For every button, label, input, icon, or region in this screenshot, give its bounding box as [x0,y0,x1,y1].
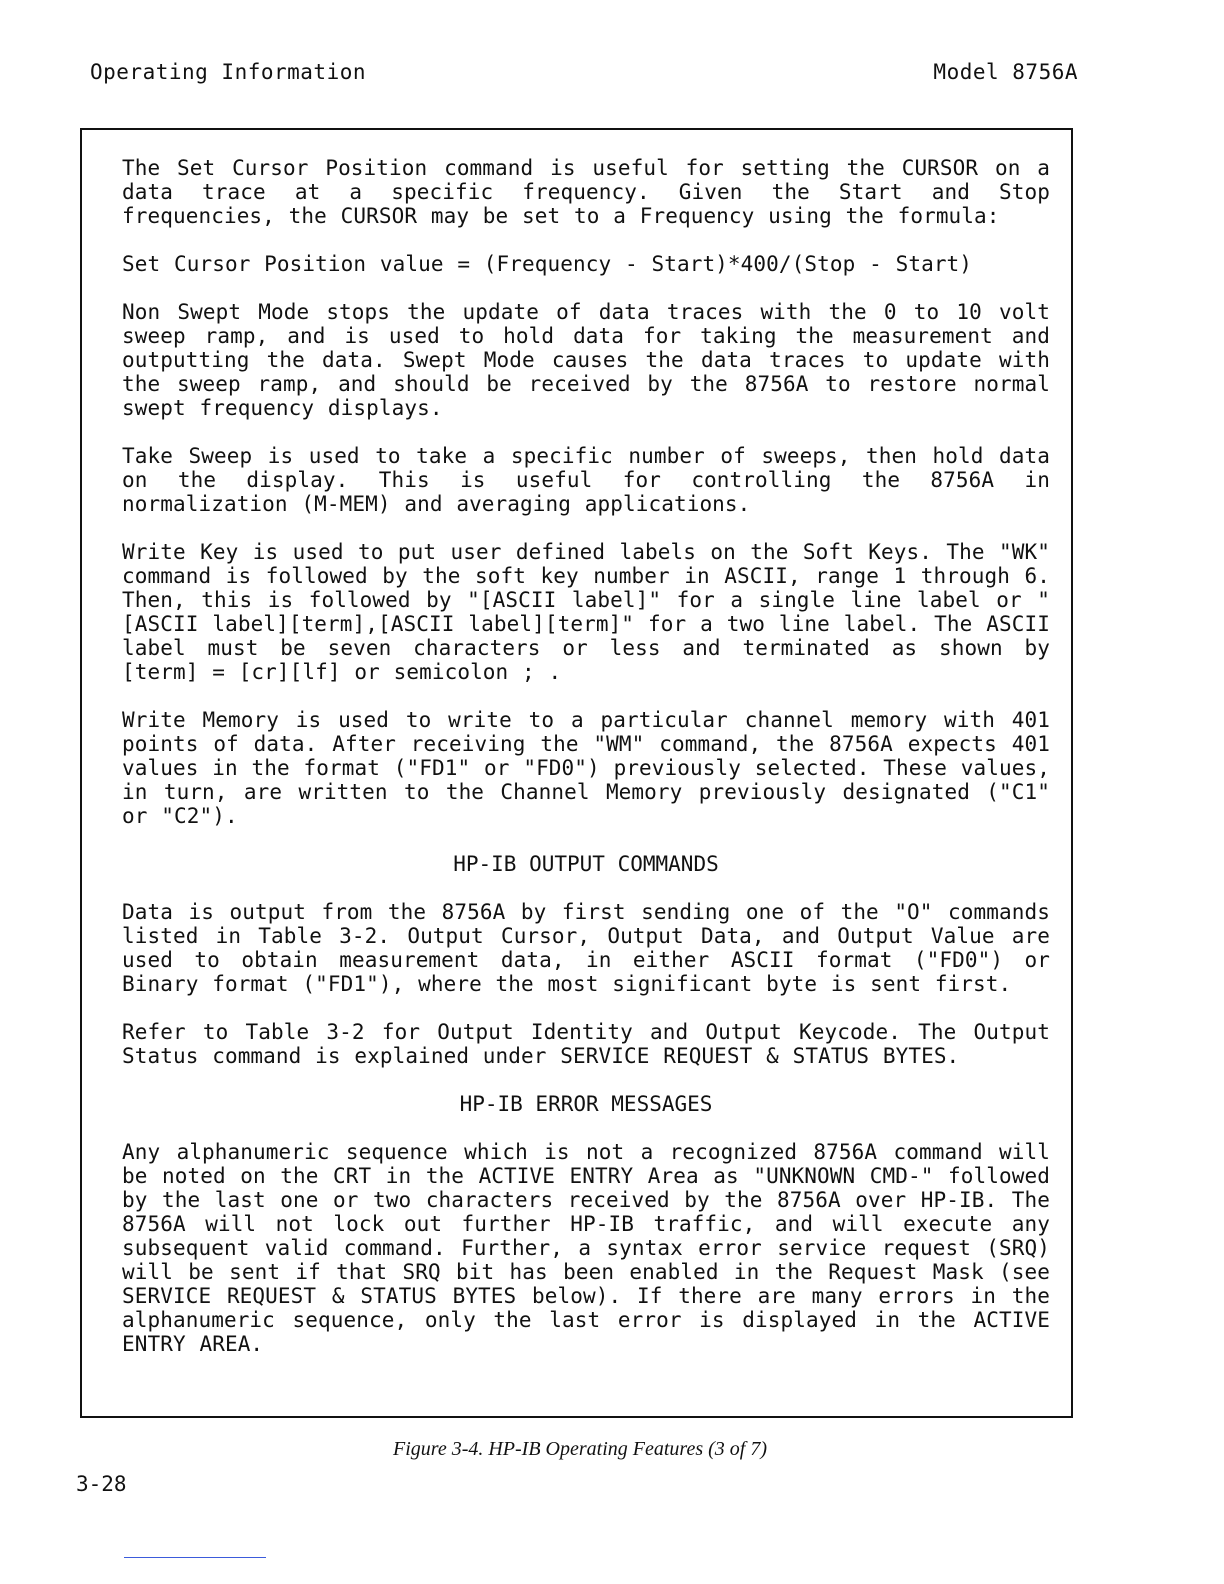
footer-rule [124,1557,266,1558]
formula-set-cursor: Set Cursor Position value = (Frequency - Start)*400/(Stop - Start) [122,252,973,276]
paragraph-error-messages: Any alphanumeric sequence which is not a recognized 8756A command will be noted on the CRT in the ACTIVE ENTRY Area as "UNKNOWN CMD-" followed by the last one or two characters received by the 8756A over HP-IB. The 8756A will not lock out further HP-IB traffic, and will execute any subsequent valid command. Further, a syntax error service request (SRQ) will be sent if that SRQ bit has been enabled in the Request Mask (see SERVICE REQUEST & STATUS BYTES below). If there are many errors in the alphanumeric sequence, only the last error is displayed in the ACTIVE ENTRY AREA. [122,1140,1050,1356]
paragraph-write-memory: Write Memory is used to write to a particular channel memory with 401 points of data. After receiving the "WM" command, the 8756A expects 401 values in the format ("FD1" or "FD0") previously selected. These values, in turn, are written to the Channel Memory previously designated ("C1" or "C2"). [122,708,1050,828]
paragraph-set-cursor: The Set Cursor Position command is useful for setting the CURSOR on a data trace at a specific frequency. Given the Start and Stop frequencies, the CURSOR may be set to a Frequency using the formula: [122,156,1050,228]
paragraph-write-key: Write Key is used to put user defined labels on the Soft Keys. The "WK" command is followed by the soft key number in ASCII, range 1 through 6. Then, this is followed by "[ASCII label]" for a single line label or "[ASCII label][term],[ASCII label][term]" for a two line label. The ASCII label must be seven characters or less and terminated as shown by [term] = [cr][lf] or semicolon ; . [122,540,1050,684]
page-number: 3-28 [76,1472,127,1496]
heading-output-commands: HP-IB OUTPUT COMMANDS [453,852,719,876]
section-title: Operating Information [90,60,367,84]
paragraph-swept-mode: Non Swept Mode stops the update of data traces with the 0 to 10 volt sweep ramp, and is used to hold data for taking the measurement and outputting the data. Swept Mode causes the data traces to update with the sweep ramp, and should be received by the 8756A to restore normal swept frequency displays. [122,300,1050,420]
figure-caption: Figure 3-4. HP-IB Operating Features (3 of 7) [393,1438,767,1460]
heading-error-messages: HP-IB ERROR MESSAGES [459,1092,713,1116]
figure-content [122,156,1050,1380]
figure-frame [80,128,1073,1418]
model-number: Model 8756A [933,60,1078,84]
paragraph-output-data: Data is output from the 8756A by first sending one of the "O" commands listed in Table 3-2. Output Cursor, Output Data, and Output Value are used to obtain measurement data, in either ASCII format ("FD0") or Binary format ("FD1"), where the most significant byte is sent first. [122,900,1050,996]
paragraph-take-sweep: Take Sweep is used to take a specific number of sweeps, then hold data on the display. This is useful for controlling the 8756A in normalization (M-MEM) and averaging applications. [122,444,1050,516]
paragraph-output-identity: Refer to Table 3-2 for Output Identity and Output Keycode. The Output Status command is explained under SERVICE REQUEST & STATUS BYTES. [122,1020,1050,1068]
